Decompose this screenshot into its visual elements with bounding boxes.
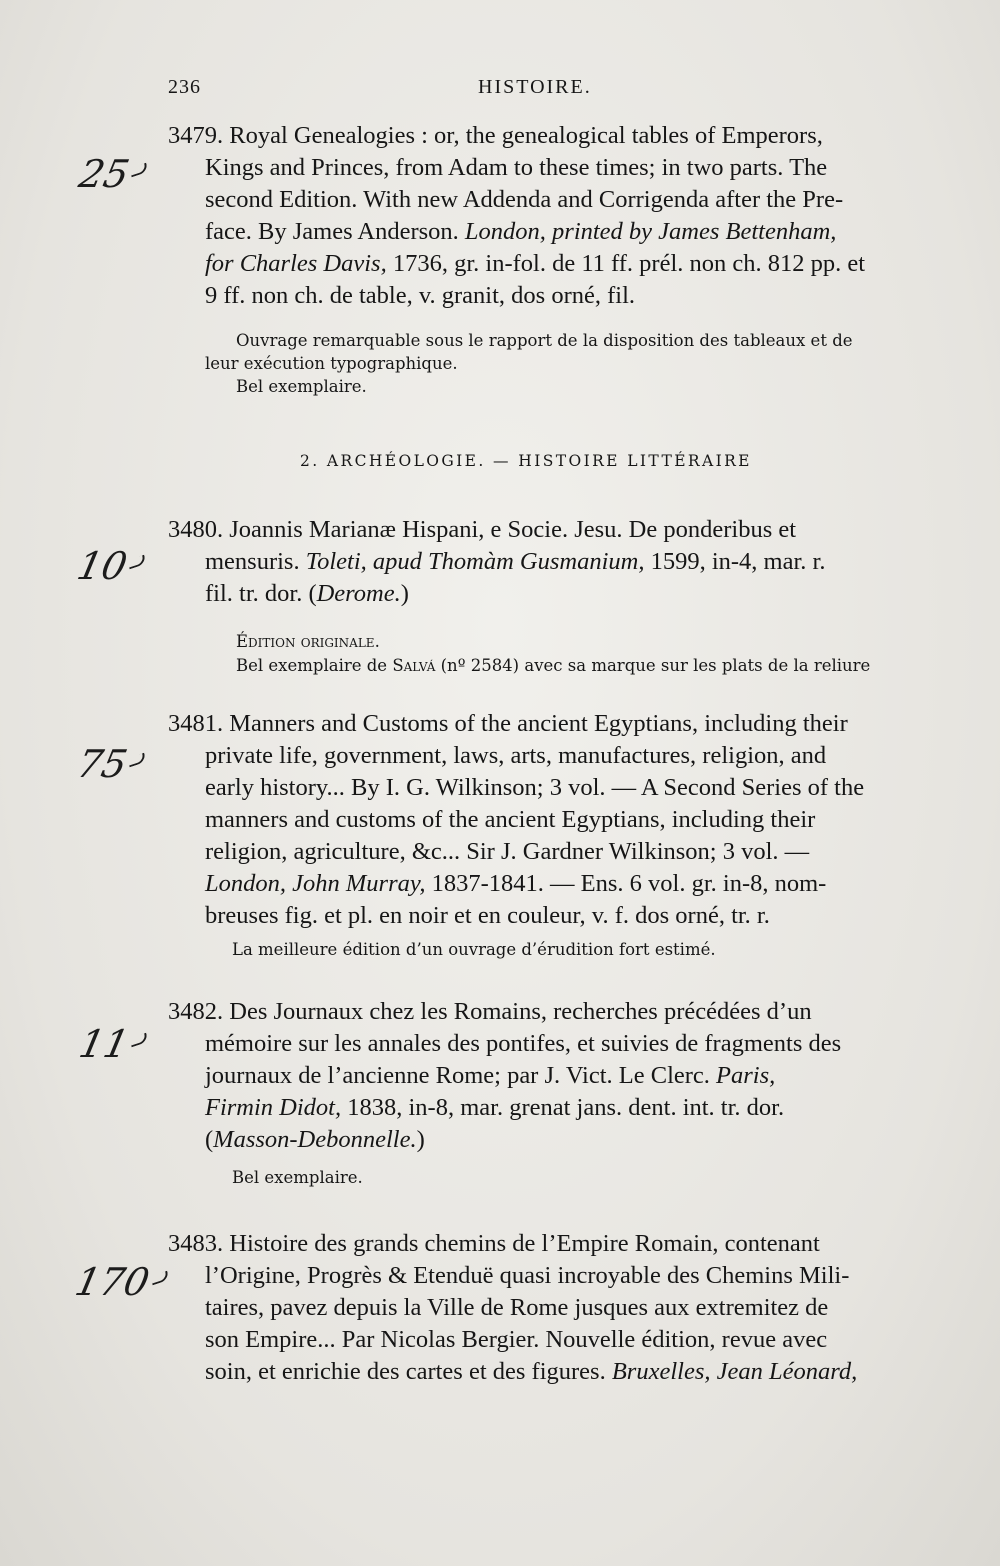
note-line: leur exécution typographique. [205, 354, 458, 373]
entry-line: 9 ff. non ch. de table, v. granit, dos orné, fil. [205, 282, 636, 309]
entry-line: for Charles Davis, 1736, gr. in-fol. de 11 ff. prél. non ch. 812 pp. et [205, 250, 866, 277]
entry-line: 3482. Des Journaux chez les Romains, recherches précédées d’un [168, 998, 812, 1025]
entry-number: 3480. [168, 516, 224, 543]
page-header [168, 76, 908, 100]
entry-line: early history... By I. G. Wilkinson; 3 vol. — A Second Series of the [205, 774, 865, 801]
entry-line: Firmin Didot, 1838, in-8, mar. grenat jans. dent. int. tr. dor. [205, 1094, 785, 1121]
margin-price-3482: 11 [75, 1022, 151, 1066]
entry-3481 [168, 708, 910, 932]
entry-line: (Masson-Debonnelle.) [205, 1126, 425, 1153]
note-line: Bel exemplaire. [236, 377, 367, 396]
entry-3482 [168, 996, 910, 1156]
note-line: La meilleure édition d’un ouvrage d’érudition fort estimé. [232, 940, 716, 959]
margin-price-3483: 170 [71, 1260, 171, 1304]
section-heading: 2. ARCHÉOLOGIE. — HISTOIRE LITTÉRAIRE [300, 452, 752, 470]
entry-line: manners and customs of the ancient Egyptians, including their [205, 806, 816, 833]
running-head: HISTOIRE. [478, 76, 592, 98]
entry-number: 3483. [168, 1230, 224, 1257]
margin-price-3480: 10 [73, 544, 149, 588]
entry-line: face. By James Anderson. London, printed by James Bettenham, [205, 218, 837, 245]
entry-line: 3479. Royal Genealogies : or, the genealogical tables of Emperors, [168, 122, 823, 149]
entry-line: religion, agriculture, &c... Sir J. Gardner Wilkinson; 3 vol. — [205, 838, 810, 865]
entry-line: soin, et enrichie des cartes et des figures. Bruxelles, Jean Léonard, [205, 1358, 858, 1385]
entry-3480 [168, 514, 910, 610]
margin-price-3481: 75 [73, 742, 149, 786]
entry-line: 3481. Manners and Customs of the ancient Egyptians, including their [168, 710, 848, 737]
entry-line: taires, pavez depuis la Ville de Rome jusques aux extremitez de [205, 1294, 829, 1321]
entry-line: mémoire sur les annales des pontifes, et suivies de fragments des [205, 1030, 842, 1057]
entry-line: son Empire... Par Nicolas Bergier. Nouvelle édition, revue avec [205, 1326, 828, 1353]
entry-line: l’Origine, Progrès & Etenduë quasi incroyable des Chemins Mili- [205, 1262, 850, 1289]
entry-line: 3483. Histoire des grands chemins de l’Empire Romain, contenant [168, 1230, 820, 1257]
note-line: Édition originale. [236, 632, 380, 651]
note-line: Bel exemplaire de Salvá (nº 2584) avec sa marque sur les plats de la reliure [236, 656, 871, 675]
entry-number: 3482. [168, 998, 224, 1025]
entry-line: fil. tr. dor. (Derome.) [205, 580, 409, 607]
page-number: 236 [168, 76, 201, 98]
entry-line: 3480. Joannis Marianæ Hispani, e Socie. Jesu. De ponderibus et [168, 516, 797, 543]
entry-3479 [168, 120, 910, 312]
entry-line: London, John Murray, 1837-1841. — Ens. 6 vol. gr. in-8, nom- [205, 870, 827, 897]
entry-line: mensuris. Toleti, apud Thomàm Gusmanium, 1599, in-4, mar. r. [205, 548, 826, 575]
entry-number: 3481. [168, 710, 224, 737]
entry-number: 3479. [168, 122, 224, 149]
margin-price-3479: 25 [75, 152, 151, 196]
note-line: Bel exemplaire. [232, 1168, 363, 1187]
entry-line: Kings and Princes, from Adam to these times; in two parts. The [205, 154, 828, 181]
entry-line: breuses fig. et pl. en noir et en couleur, v. f. dos orné, tr. r. [205, 902, 770, 929]
entry-line: journaux de l’ancienne Rome; par J. Vict. Le Clerc. Paris, [205, 1062, 776, 1089]
note-line: Ouvrage remarquable sous le rapport de la disposition des tableaux et de [236, 331, 853, 350]
entry-3483 [168, 1228, 910, 1388]
entry-line: private life, government, laws, arts, manufactures, religion, and [205, 742, 827, 769]
entry-line: second Edition. With new Addenda and Corrigenda after the Pre- [205, 186, 844, 213]
